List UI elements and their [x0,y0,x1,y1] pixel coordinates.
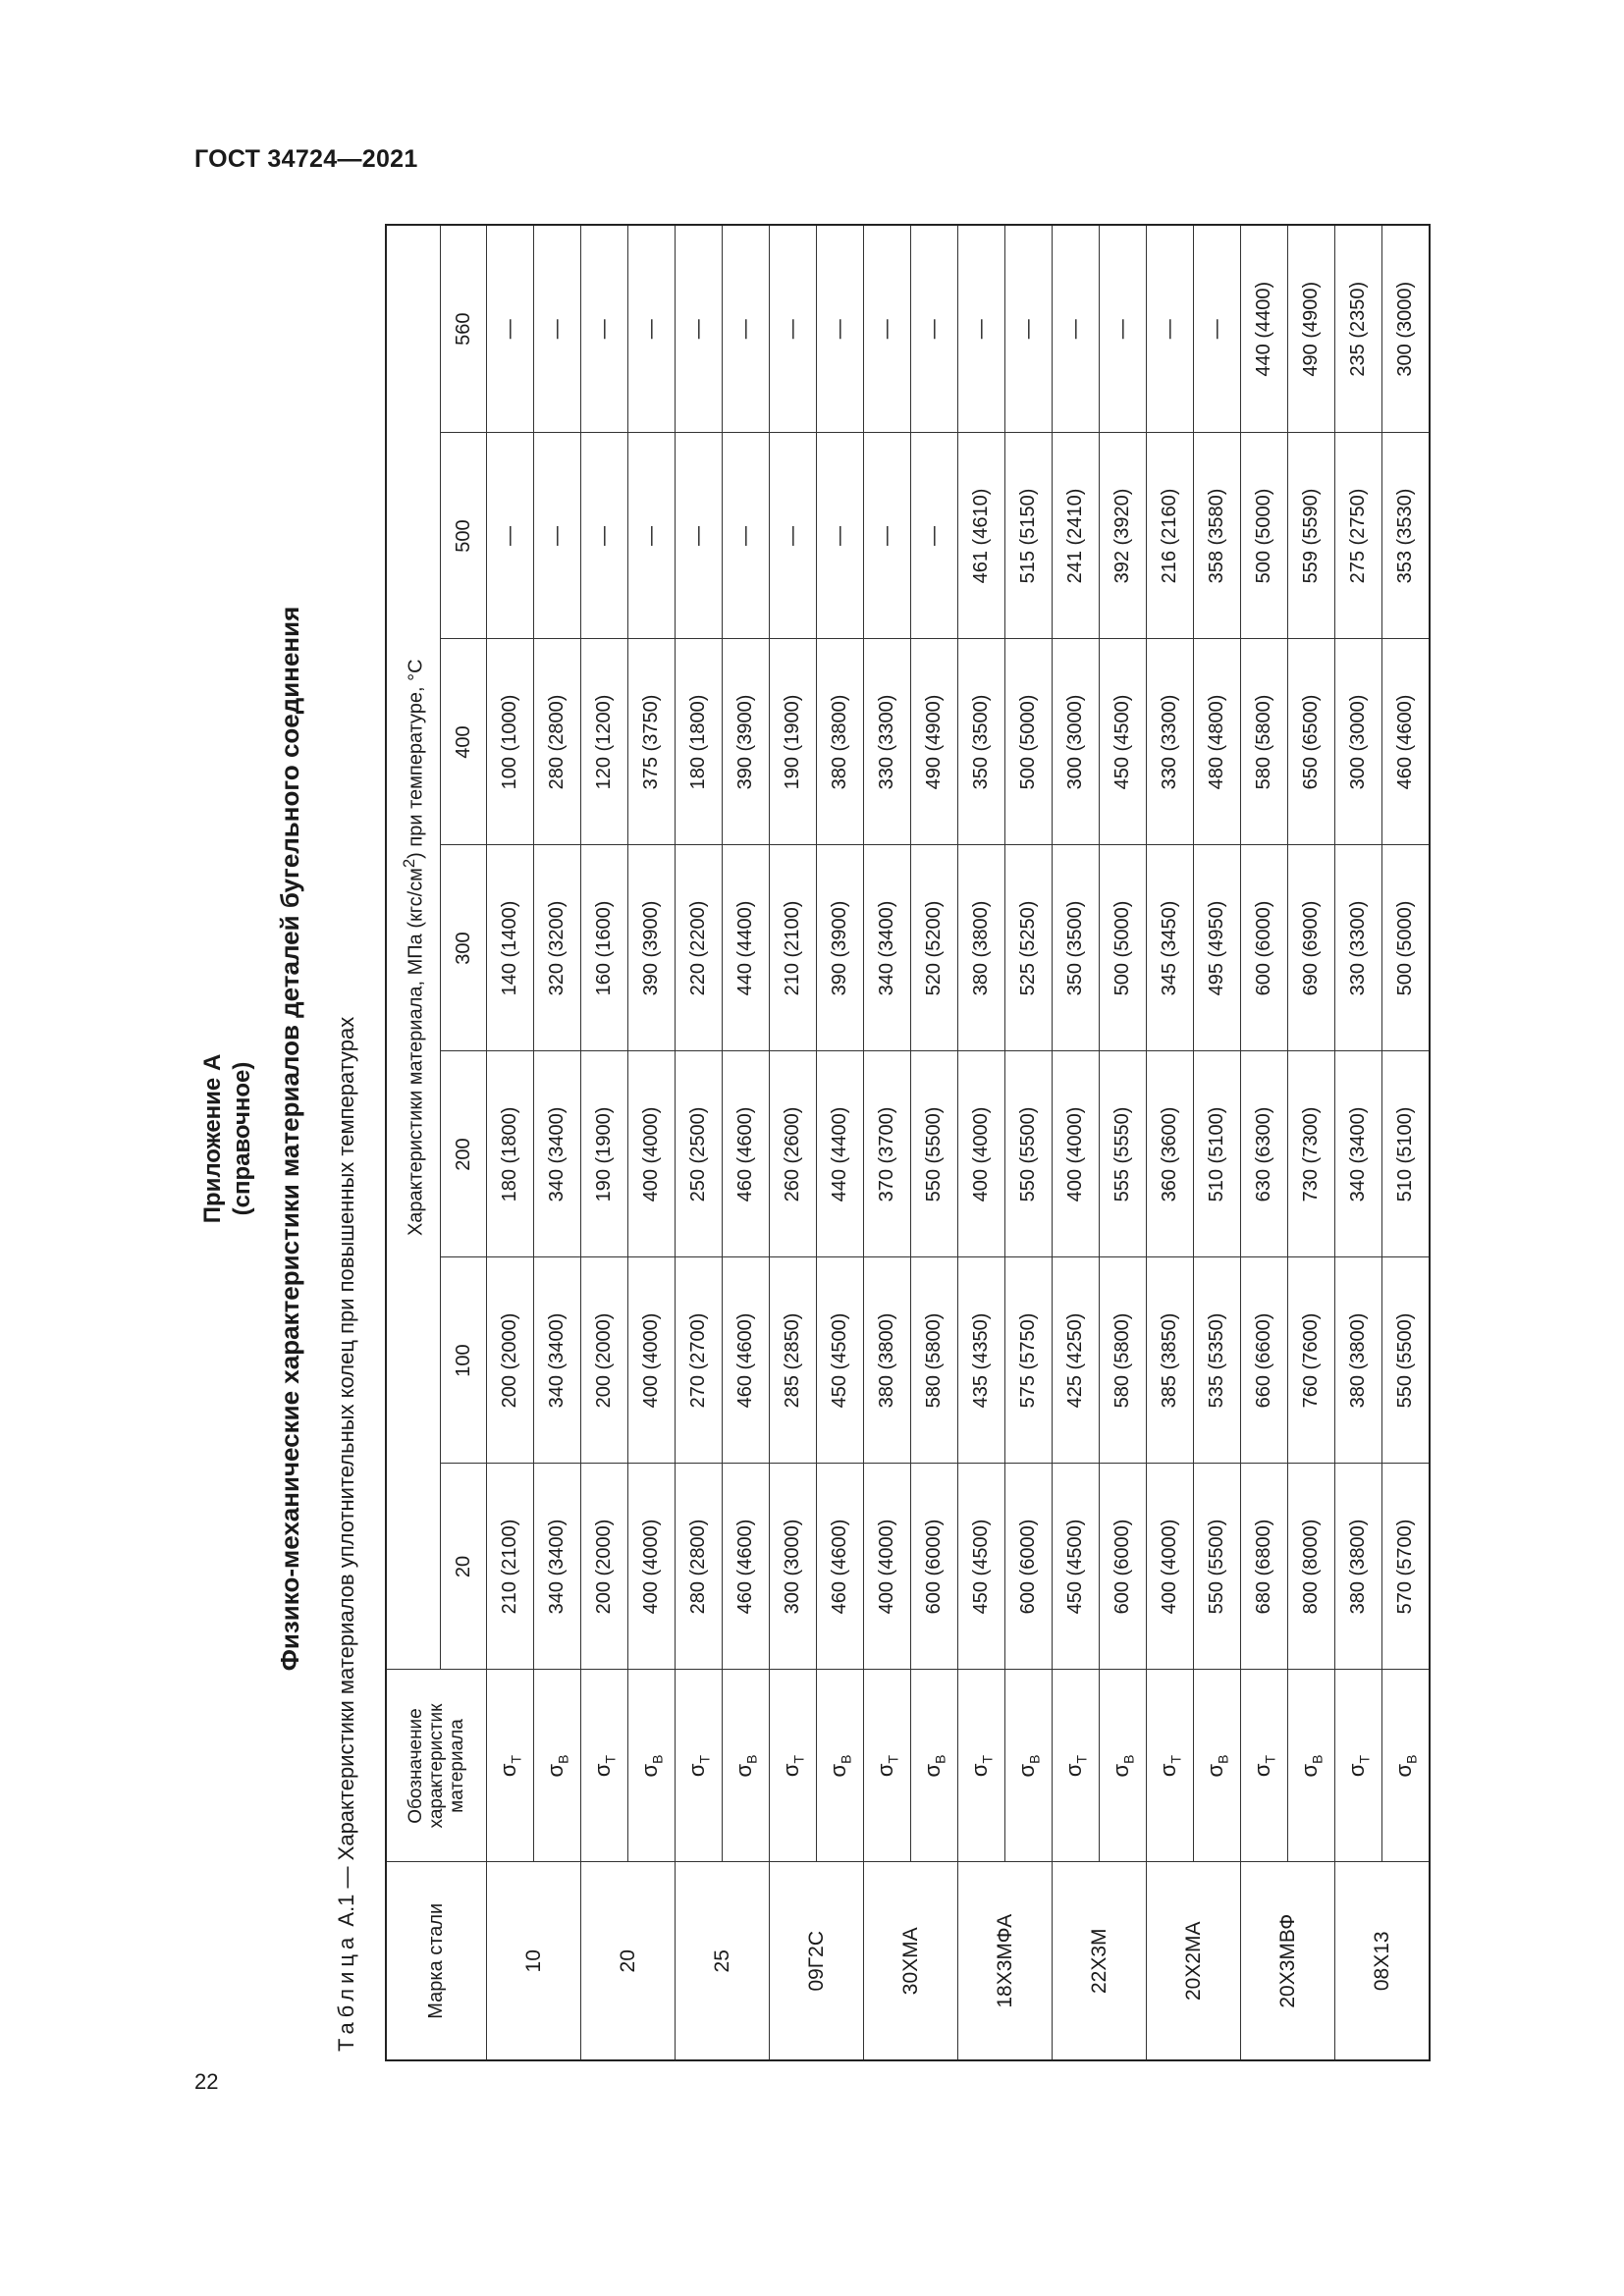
value-cell: 340 (3400) [864,845,911,1051]
value-cell: 650 (6500) [1288,639,1335,845]
header-temperature: 300 [441,845,487,1051]
steel-grade-cell: 30ХМА [864,1862,958,2060]
table-row [1288,225,1335,2060]
value-cell: 190 (1900) [581,1051,628,1257]
sigma-subscript: В [555,1754,571,1764]
value-cell: 660 (6600) [1241,1257,1288,1464]
value-cell: 490 (4900) [911,639,958,845]
designation-cell [628,1670,676,1862]
value-cell: 580 (5800) [1100,1257,1147,1464]
value-cell: 435 (4350) [958,1257,1005,1464]
sigma-symbol: σ [1344,1763,1370,1778]
value-cell: — [581,225,628,433]
table-row [770,225,817,2060]
value-cell: 275 (2750) [1335,433,1382,639]
designation-cell [1288,1670,1335,1862]
value-cell: — [1053,225,1100,433]
annex-heading [198,216,257,2061]
value-cell: — [1147,225,1194,433]
value-cell: 241 (2410) [1053,433,1100,639]
sigma-subscript: В [1309,1754,1326,1764]
value-cell: 490 (4900) [1288,225,1335,433]
value-cell: — [487,433,534,639]
value-cell: 680 (6800) [1241,1464,1288,1670]
sigma-subscript: В [1120,1754,1137,1764]
value-cell: 580 (5800) [911,1257,958,1464]
table-row [723,225,770,2060]
table-body [487,225,1431,2060]
steel-grade-cell: 18Х3МФА [958,1862,1053,2060]
value-cell: 200 (2000) [581,1257,628,1464]
designation-cell [676,1670,723,1862]
table-row [1147,225,1194,2060]
value-cell: 300 (3000) [770,1464,817,1670]
value-cell: 280 (2800) [534,639,581,845]
value-cell: 340 (3400) [534,1051,581,1257]
value-cell: 340 (3400) [534,1464,581,1670]
value-cell: — [676,433,723,639]
rotated-page-content [187,216,1443,2061]
value-cell: 400 (4000) [628,1051,676,1257]
value-cell: 210 (2100) [770,845,817,1051]
value-cell: 120 (1200) [581,639,628,845]
value-cell: 575 (5750) [1005,1257,1053,1464]
value-cell: 140 (1400) [487,845,534,1051]
value-cell: — [1194,225,1241,433]
header-temperature: 200 [441,1051,487,1257]
value-cell: 330 (3300) [864,639,911,845]
steel-grade-cell: 22Х3М [1053,1862,1147,2060]
value-cell: 180 (1800) [676,639,723,845]
value-cell: — [487,225,534,433]
sigma-symbol: σ [920,1763,946,1778]
table-row [487,225,534,2060]
value-cell: 350 (3500) [958,639,1005,845]
sigma-symbol: σ [637,1763,663,1778]
value-cell: 450 (4500) [958,1464,1005,1670]
table-row [1053,225,1100,2060]
sigma-subscript: Т [885,1754,901,1764]
value-cell: 520 (5200) [911,845,958,1051]
value-cell: 300 (3000) [1335,639,1382,845]
value-cell: 210 (2100) [487,1464,534,1670]
value-cell: — [817,433,864,639]
value-cell: 190 (1900) [770,639,817,845]
value-cell: 160 (1600) [581,845,628,1051]
value-cell: 280 (2800) [676,1464,723,1670]
value-cell: 580 (5800) [1241,639,1288,845]
value-cell: 600 (6000) [1005,1464,1053,1670]
table-caption-number: А.1 [334,1894,358,1927]
steel-grade-cell: 25 [676,1862,770,2060]
designation-cell [581,1670,628,1862]
value-cell: 550 (5500) [911,1051,958,1257]
sigma-symbol: σ [1014,1763,1040,1778]
sigma-symbol: σ [967,1763,993,1778]
header-temperature: 20 [441,1464,487,1670]
value-cell: 500 (5000) [1382,845,1431,1051]
value-cell: 340 (3400) [1335,1051,1382,1257]
value-cell: 385 (3850) [1147,1257,1194,1464]
value-cell: 400 (4000) [628,1464,676,1670]
designation-cell [911,1670,958,1862]
steel-grade-cell: 20Х2МА [1147,1862,1241,2060]
value-cell: 535 (5350) [1194,1257,1241,1464]
sigma-symbol: σ [496,1763,521,1778]
table-row [1005,225,1053,2060]
value-cell: 330 (3300) [1335,845,1382,1051]
value-cell: 353 (3530) [1382,433,1431,639]
value-cell: 550 (5500) [1194,1464,1241,1670]
sigma-subscript: В [1215,1754,1231,1764]
value-cell: 358 (3580) [1194,433,1241,639]
value-cell: 500 (5000) [1005,639,1053,845]
designation-cell [864,1670,911,1862]
value-cell: 495 (4950) [1194,845,1241,1051]
value-cell: 330 (3300) [1147,639,1194,845]
value-cell: 270 (2700) [676,1257,723,1464]
value-cell: 600 (6000) [911,1464,958,1670]
header-group-prefix: Характеристики материала, МПа (кгс/см [405,868,427,1237]
sigma-subscript: В [743,1754,760,1764]
value-cell: — [817,225,864,433]
value-cell: 550 (5500) [1382,1257,1431,1464]
table-row [817,225,864,2060]
value-cell: 285 (2850) [770,1257,817,1464]
designation-cell [1147,1670,1194,1862]
value-cell: — [958,225,1005,433]
table-row [1335,225,1382,2060]
sigma-subscript: В [838,1754,854,1764]
value-cell: 440 (4400) [817,1051,864,1257]
header-temperature: 100 [441,1257,487,1464]
table-caption-label: Таблица [334,1932,358,2052]
value-cell: — [770,433,817,639]
header-temperature: 560 [441,225,487,433]
material-properties-table [385,224,1431,2061]
table-row [534,225,581,2060]
sigma-symbol: σ [826,1763,851,1778]
main-title: Физико-механические характеристики материалов деталей бугельного соединения [275,606,304,1672]
sigma-symbol: σ [684,1763,710,1778]
designation-cell [1382,1670,1431,1862]
table-row [958,225,1005,2060]
sigma-symbol: σ [1297,1763,1323,1778]
value-cell: 350 (3500) [1053,845,1100,1051]
designation-cell [1241,1670,1288,1862]
value-cell: 200 (2000) [581,1464,628,1670]
value-cell: — [628,225,676,433]
value-cell: 730 (7300) [1288,1051,1335,1257]
page-number: 22 [194,2069,219,2094]
value-cell: — [864,225,911,433]
value-cell: 461 (4610) [958,433,1005,639]
designation-cell [958,1670,1005,1862]
value-cell: 760 (7600) [1288,1257,1335,1464]
value-cell: 200 (2000) [487,1257,534,1464]
value-cell: 390 (3900) [628,845,676,1051]
designation-cell [770,1670,817,1862]
value-cell: 392 (3920) [1100,433,1147,639]
designation-cell [487,1670,534,1862]
designation-cell [1100,1670,1147,1862]
value-cell: 380 (3800) [958,845,1005,1051]
value-cell: — [770,225,817,433]
sigma-symbol: σ [543,1763,568,1778]
sigma-subscript: Т [1356,1754,1373,1764]
header-group-suffix: ) при температуре, °С [405,659,427,859]
steel-grade-cell: 10 [487,1862,581,2060]
value-cell: 460 (4600) [723,1257,770,1464]
sigma-subscript: Т [1073,1754,1090,1764]
header-temperature: 400 [441,639,487,845]
sigma-subscript: В [1026,1754,1043,1764]
sigma-symbol: σ [1156,1763,1181,1778]
value-cell: 480 (4800) [1194,639,1241,845]
document-code: ГОСТ 34724—2021 [194,145,418,173]
table-row [1194,225,1241,2060]
value-cell: 180 (1800) [487,1051,534,1257]
value-cell: — [723,225,770,433]
value-cell: 630 (6300) [1241,1051,1288,1257]
value-cell: 559 (5590) [1288,433,1335,639]
annex-subtitle: (справочное) [229,1061,255,1216]
value-cell: 216 (2160) [1147,433,1194,639]
header-designation: Обозначение характеристик материала [386,1670,487,1862]
value-cell: 525 (5250) [1005,845,1053,1051]
value-cell: 340 (3400) [534,1257,581,1464]
sigma-subscript: Т [1167,1754,1184,1764]
sigma-subscript: Т [790,1754,807,1764]
value-cell: 450 (4500) [1053,1464,1100,1670]
value-cell: 500 (5000) [1100,845,1147,1051]
value-cell: 380 (3800) [817,639,864,845]
header-characteristics-group [386,225,441,1670]
value-cell: 400 (4000) [864,1464,911,1670]
header-steel-grade: Марка стали [386,1862,487,2060]
value-cell: 510 (5100) [1194,1051,1241,1257]
sigma-symbol: σ [873,1763,898,1778]
value-cell: 375 (3750) [628,639,676,845]
value-cell: 260 (2600) [770,1051,817,1257]
value-cell: 450 (4500) [817,1257,864,1464]
table-row [628,225,676,2060]
value-cell: 555 (5550) [1100,1051,1147,1257]
sigma-subscript: Т [1262,1754,1278,1764]
table-caption-text: — Характеристики материалов уплотнительных колец при повышенных температурах [334,1016,358,1889]
value-cell: 450 (4500) [1100,639,1147,845]
value-cell: 250 (2500) [676,1051,723,1257]
value-cell: 400 (4000) [958,1051,1005,1257]
value-cell: — [911,433,958,639]
header-row-top [386,225,441,2060]
value-cell: 400 (4000) [1053,1051,1100,1257]
steel-grade-cell: 08Х13 [1335,1862,1431,2060]
sigma-symbol: σ [590,1763,616,1778]
value-cell: 440 (4400) [723,845,770,1051]
designation-cell [1335,1670,1382,1862]
value-cell: 600 (6000) [1100,1464,1147,1670]
value-cell: 345 (3450) [1147,845,1194,1051]
designation-cell [723,1670,770,1862]
sigma-subscript: Т [508,1754,524,1764]
designation-cell [817,1670,864,1862]
table-row [864,225,911,2060]
value-cell: 460 (4600) [817,1464,864,1670]
value-cell: 380 (3800) [1335,1464,1382,1670]
steel-grade-cell: 20 [581,1862,676,2060]
value-cell: 380 (3800) [864,1257,911,1464]
value-cell: 800 (8000) [1288,1464,1335,1670]
header-temperature: 500 [441,433,487,639]
value-cell: — [534,225,581,433]
sigma-subscript: В [649,1754,666,1764]
header-group-sup: 2 [399,858,418,869]
value-cell: 550 (5500) [1005,1051,1053,1257]
value-cell: 600 (6000) [1241,845,1288,1051]
value-cell: 500 (5000) [1241,433,1288,639]
value-cell: — [676,225,723,433]
value-cell: — [864,433,911,639]
value-cell: 360 (3600) [1147,1051,1194,1257]
table-row [1100,225,1147,2060]
value-cell: 390 (3900) [817,845,864,1051]
value-cell: 235 (2350) [1335,225,1382,433]
value-cell: 100 (1000) [487,639,534,845]
sigma-symbol: σ [779,1763,804,1778]
table-row [1382,225,1431,2060]
sigma-subscript: В [1403,1754,1420,1764]
table-row [911,225,958,2060]
table-row [581,225,628,2060]
sigma-subscript: Т [696,1754,713,1764]
value-cell: 460 (4600) [723,1464,770,1670]
value-cell: 690 (6900) [1288,845,1335,1051]
value-cell: — [581,433,628,639]
table-row [676,225,723,2060]
steel-grade-cell: 20Х3МВФ [1241,1862,1335,2060]
sigma-symbol: σ [1061,1763,1087,1778]
table-row [1241,225,1288,2060]
value-cell: 320 (3200) [534,845,581,1051]
designation-cell [534,1670,581,1862]
value-cell: 570 (5700) [1382,1464,1431,1670]
annex-title: Приложение А [199,1053,226,1224]
designation-cell [1053,1670,1100,1862]
value-cell: 440 (4400) [1241,225,1288,433]
value-cell: 300 (3000) [1053,639,1100,845]
value-cell: — [534,433,581,639]
sigma-subscript: Т [979,1754,996,1764]
value-cell: 400 (4000) [628,1257,676,1464]
steel-grade-cell: 09Г2С [770,1862,864,2060]
value-cell: 460 (4600) [723,1051,770,1257]
value-cell: — [1100,225,1147,433]
value-cell: — [1005,225,1053,433]
designation-cell [1194,1670,1241,1862]
value-cell: 510 (5100) [1382,1051,1431,1257]
value-cell: 425 (4250) [1053,1257,1100,1464]
value-cell: 390 (3900) [723,639,770,845]
sigma-symbol: σ [1250,1763,1275,1778]
designation-cell [1005,1670,1053,1862]
table-caption [334,1017,359,2052]
value-cell: 515 (5150) [1005,433,1053,639]
value-cell: — [723,433,770,639]
value-cell: — [628,433,676,639]
sigma-subscript: В [932,1754,948,1764]
sigma-symbol: σ [1109,1763,1134,1778]
value-cell: 380 (3800) [1335,1257,1382,1464]
value-cell: 400 (4000) [1147,1464,1194,1670]
value-cell: 460 (4600) [1382,639,1431,845]
value-cell: 300 (3000) [1382,225,1431,433]
sigma-subscript: Т [602,1754,619,1764]
value-cell: 370 (3700) [864,1051,911,1257]
sigma-symbol: σ [731,1763,757,1778]
sigma-symbol: σ [1203,1763,1228,1778]
value-cell: 220 (2200) [676,845,723,1051]
sigma-symbol: σ [1391,1763,1417,1778]
value-cell: — [911,225,958,433]
